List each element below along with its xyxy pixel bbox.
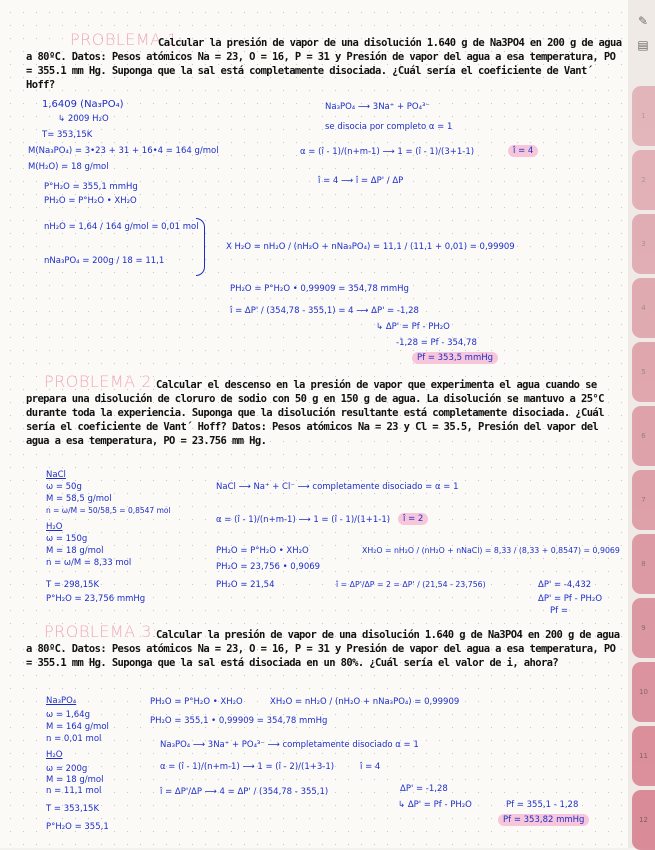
pen-icon[interactable]: ✎ bbox=[637, 14, 649, 28]
p1-note-deltap-def: ↳ ΔP' = Pf - PH₂O bbox=[376, 322, 450, 332]
problem-1-statement: Calcular la presión de vapor de una disolución 1.640 g de Na3PO4 en 200 g de agua a 80ºC. Datos: Pesos atómicos Na = 23, O = 16, P = 31 y Presión de vapor del agua a esa temperatura, PO = 355.1 mm Hg. Suponga que la sal está completamente disociada. ¿Cuál sería el coeficiente de Vant´ Hoff? bbox=[26, 37, 628, 91]
problem-2-title: PROBLEMA 2: bbox=[44, 372, 158, 391]
p1-note-pvap: P°H₂O = 355,1 mmHg bbox=[44, 182, 138, 192]
page-tab-10[interactable]: 10 bbox=[632, 662, 655, 722]
problem-1-title: PROBLEMA 1: bbox=[70, 30, 184, 49]
p2-note-pcalc: PH₂O = 23,756 • 0,9069 bbox=[216, 562, 321, 572]
p3-note-water-moles: n = 11,1 mol bbox=[46, 786, 102, 796]
p1-note-temp: T= 353,15K bbox=[42, 130, 93, 140]
p2-note-deltap: î = ΔP'/ΔP = 2 = ΔP' / (21,54 - 23,756) bbox=[336, 580, 486, 589]
p2-note-water-molar: M = 18 g/mol bbox=[46, 546, 104, 556]
p1-note-alpha: α = (î - 1)/(n+m-1) ⟶ 1 = (î - 1)/(3+1-1) bbox=[300, 147, 475, 157]
page-tab-4[interactable]: 4 bbox=[632, 278, 655, 338]
p1-note-water: ↳ 2009 H₂O bbox=[58, 114, 109, 124]
p3-note-dissociation: Na₃PO₄ ⟶ 3Na⁺ + PO₄³⁻ ⟶ completamente disociado α = 1 bbox=[160, 740, 419, 750]
p2-note-water-moles: n = ω/M = 8,33 mol bbox=[46, 558, 132, 568]
p3-note-molar: M = 164 g/mol bbox=[46, 722, 109, 732]
p1-note-solve: -1,28 = Pf - 354,78 bbox=[396, 338, 477, 348]
p1-note-molar-water: M(H₂O) = 18 g/mol bbox=[28, 162, 109, 172]
page-tab-8[interactable]: 8 bbox=[632, 534, 655, 594]
p2-note-deltap-def: ΔP' = Pf - PH₂O bbox=[538, 594, 603, 604]
page-tab-12[interactable]: 12 bbox=[632, 790, 655, 850]
p1-note-dissociation: Na₃PO₄ ⟶ 3Na⁺ + PO₄³⁻ bbox=[325, 102, 430, 112]
page-tab-7[interactable]: 7 bbox=[632, 470, 655, 530]
p2-note-xwater: XH₂O = nH₂O / (nH₂O + nNaCl) = 8,33 / (8,33 + 0,8547) = 0,9069 bbox=[362, 546, 620, 555]
p2-note-raoult: PH₂O = P°H₂O • XH₂O bbox=[216, 546, 309, 556]
page-tab-9[interactable]: 9 bbox=[632, 598, 655, 658]
p2-note-i-result: î = 2 bbox=[398, 513, 428, 525]
p2-note-alpha: α = (î - 1)/(n+m-1) ⟶ 1 = (î - 1)/(1+1-1) bbox=[216, 515, 391, 525]
page-tab-1[interactable]: 1 bbox=[632, 86, 655, 146]
p2-note-water: H₂O bbox=[46, 522, 63, 532]
p3-note-temp: T = 353,15K bbox=[46, 804, 100, 814]
p3-note-pvap: P°H₂O = 355,1 bbox=[46, 822, 109, 832]
p2-note-water-mass: ω = 150g bbox=[46, 534, 88, 544]
brace bbox=[196, 218, 205, 276]
p1-note-molar-salt: M(Na₃PO₄) = 3•23 + 31 + 16•4 = 164 g/mol bbox=[28, 146, 219, 156]
p3-note-water-molar: M = 18 g/mol bbox=[46, 775, 104, 785]
problem-2-statement: Calcular el descenso en la presión de vapor que experimenta el agua cuando se prepara una disolución de cloruro de sodio con 50 g en 150 g de agua. La disolución se mantuvo a 25°C durante toda la experiencia. Suponga que la disolución resultante está completamente disociada. ¿Cuál sería el coeficiente de Vant´ Hoff? Datos: Pesos atómicos Na = 23 y Cl = 35.5, Presión del vapor del agua a esa temperatura, PO = 23.756 mm Hg. bbox=[26, 379, 610, 447]
p2-note-temp: T = 298,15K bbox=[46, 580, 100, 590]
p1-note-raoult: PH₂O = P°H₂O • XH₂O bbox=[44, 196, 137, 206]
problem-3-title: PROBLEMA 3: bbox=[44, 622, 158, 641]
page-tab-2[interactable]: 2 bbox=[632, 150, 655, 210]
p3-note-raoult: PH₂O = P°H₂O • XH₂O bbox=[150, 697, 243, 707]
problem-3-statement: Calcular la presión de vapor de una disolución 1.640 g de Na3PO4 en 200 g de agua a 80ºC. Datos: Pesos atómicos Na = 23, O = 16, P = 31 y Presión de vapor del agua a esa temperatura, PO = 355.1 mm Hg. Suponga que la sal está disociada en un 80%. ¿Cuál sería el valor de i, ahora? bbox=[26, 629, 626, 669]
p3-note-alpha: α = (î - 1)/(n+m-1) ⟶ 1 = (î - 2)/(1+3-1) bbox=[160, 762, 335, 772]
p2-note-mass: ω = 50g bbox=[46, 482, 82, 492]
p2-note-moles: n = ω/M = 50/58,5 = 0,8547 mol bbox=[46, 506, 171, 515]
p1-note-deltap: î = ΔP' / (354,78 - 355,1) = 4 ⟶ ΔP' = -1,28 bbox=[230, 306, 419, 316]
p3-note-pcalc: PH₂O = 355,1 • 0,99909 = 354,78 mmHg bbox=[150, 716, 328, 726]
p3-note-water-mass: ω = 200g bbox=[46, 764, 88, 774]
page-tab-6[interactable]: 6 bbox=[632, 406, 655, 466]
p2-note-dissociation: NaCl ⟶ Na⁺ + Cl⁻ ⟶ completamente disociado = α = 1 bbox=[216, 482, 459, 492]
p2-note-pvap: P°H₂O = 23,756 mmHg bbox=[46, 594, 146, 604]
p1-note-i-result: î = 4 bbox=[508, 145, 538, 157]
p2-note-pf: Pf = bbox=[550, 606, 568, 616]
p1-note-final: Pf = 353,5 mmHg bbox=[412, 352, 498, 364]
document-icon[interactable]: ▤ bbox=[637, 38, 649, 52]
p1-note-n-salt: nNa₃PO₄ = 200g / 18 = 11,1 bbox=[44, 256, 165, 266]
p1-note-complete: se disocia por completo α = 1 bbox=[325, 122, 453, 132]
page-tab-5[interactable]: 5 bbox=[632, 342, 655, 402]
page-tab-3[interactable]: 3 bbox=[632, 214, 655, 274]
p3-note-deltap-def: ↳ ΔP' = Pf - PH₂O bbox=[398, 800, 472, 810]
p3-note-pf-calc: Pf = 355,1 - 1,28 bbox=[506, 800, 579, 810]
p3-note-i-result: î = 4 bbox=[360, 762, 381, 772]
p2-note-presult: PH₂O = 21,54 bbox=[216, 580, 275, 590]
p3-note-water: H₂O bbox=[46, 750, 63, 760]
p1-note-pwater: PH₂O = P°H₂O • 0,99909 = 354,78 mmHg bbox=[230, 284, 409, 294]
p3-note-deltap: ΔP' = -1,28 bbox=[400, 784, 448, 794]
page-tab-11[interactable]: 11 bbox=[632, 726, 655, 786]
p1-note-i-ratio: î = 4 ⟶ î = ΔP' / ΔP bbox=[318, 176, 404, 186]
p3-note-iratio: î = ΔP'/ΔP ⟶ 4 = ΔP' / (354,78 - 355,1) bbox=[160, 787, 329, 797]
p3-note-final: Pf = 353,82 mmHg bbox=[498, 814, 589, 826]
p3-note-mass: ω = 1,64g bbox=[46, 710, 90, 720]
p2-note-nacl: NaCl bbox=[46, 470, 66, 480]
p3-note-xwater: XH₂O = nH₂O / (nH₂O + nNa₃PO₄) = 0,99909 bbox=[270, 697, 460, 707]
p1-note-xwater: X H₂O = nH₂O / (nH₂O + nNa₃PO₄) = 11,1 / (11,1 + 0,01) = 0,99909 bbox=[226, 242, 515, 252]
p2-note-molar: M = 58,5 g/mol bbox=[46, 494, 112, 504]
p3-note-moles: n = 0,01 mol bbox=[46, 734, 102, 744]
p3-note-salt: Na₃PO₄ bbox=[46, 696, 77, 706]
p1-note-n-water: nH₂O = 1,64 / 164 g/mol = 0,01 mol bbox=[44, 222, 199, 232]
p2-note-deltap-val: ΔP' = -4,432 bbox=[538, 580, 592, 590]
p1-note-mass: 1,6409 (Na₃PO₄) bbox=[42, 99, 124, 110]
